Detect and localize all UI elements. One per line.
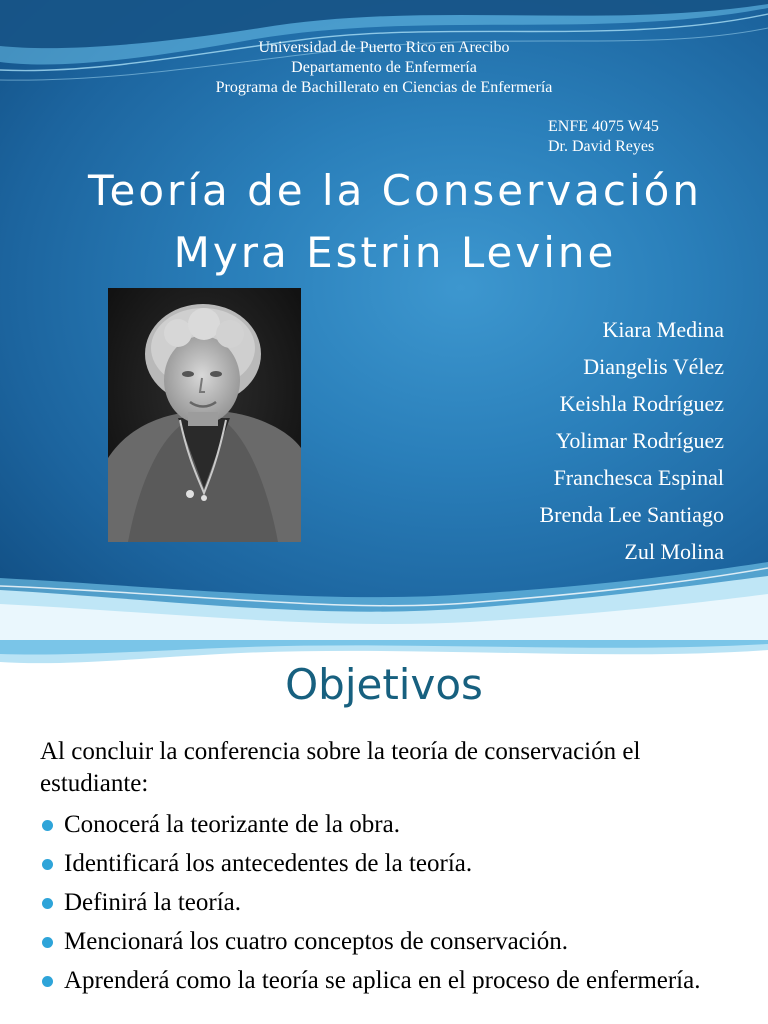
professor-name: Dr. David Reyes (548, 138, 655, 155)
bullet-icon (42, 898, 53, 909)
bullet-icon (42, 859, 53, 870)
presentation-title (0, 160, 768, 284)
list-item (40, 887, 750, 919)
institution-line-department: Departamento de Enfermería (291, 59, 477, 76)
list-item (40, 926, 750, 958)
objectives-intro: Al concluir la conferencia sobre la teoría de conservación el estudiante: (40, 738, 641, 797)
author-name: Diangelis Vélez (583, 354, 724, 379)
portrait-photo (108, 288, 301, 542)
institution-header (0, 38, 768, 98)
bullet-icon (42, 976, 53, 987)
course-code: ENFE 4075 W45 (548, 118, 659, 135)
objectives-list (40, 809, 750, 1004)
institution-line-university: Universidad de Puerto Rico en Arecibo (258, 39, 510, 56)
bullet-icon (42, 820, 53, 831)
bullet-icon (42, 937, 53, 948)
title-line-theory: Teoría de la Conservación (88, 166, 702, 215)
bottom-wave-decoration (0, 560, 768, 640)
list-item (40, 809, 750, 841)
author-list (540, 311, 725, 570)
list-item-text: Mencionará los cuatro conceptos de conservación. (64, 928, 568, 955)
list-item-text: Aprenderá como la teoría se aplica en el proceso de enfermería. (64, 967, 701, 994)
list-item-text: Definirá la teoría. (64, 889, 241, 916)
list-item (40, 965, 750, 997)
list-item-text: Identificará los antecedentes de la teoría. (64, 850, 473, 877)
title-line-theorist: Myra Estrin Levine (173, 228, 617, 277)
author-name: Zul Molina (624, 539, 724, 564)
author-name: Keishla Rodríguez (559, 391, 724, 416)
institution-line-program: Programa de Bachillerato en Ciencias de Enfermería (215, 79, 553, 96)
author-name: Kiara Medina (602, 317, 724, 342)
portrait-illustration (108, 288, 301, 542)
list-item (40, 848, 750, 880)
objectives-slide (0, 640, 768, 1024)
author-name: Franchesca Espinal (553, 465, 724, 490)
author-name: Brenda Lee Santiago (539, 502, 724, 527)
author-name: Yolimar Rodríguez (555, 428, 724, 453)
slide-title: Objetivos (285, 660, 483, 709)
course-info (548, 117, 659, 157)
list-item-text: Conocerá la teorizante de la obra. (64, 811, 400, 838)
